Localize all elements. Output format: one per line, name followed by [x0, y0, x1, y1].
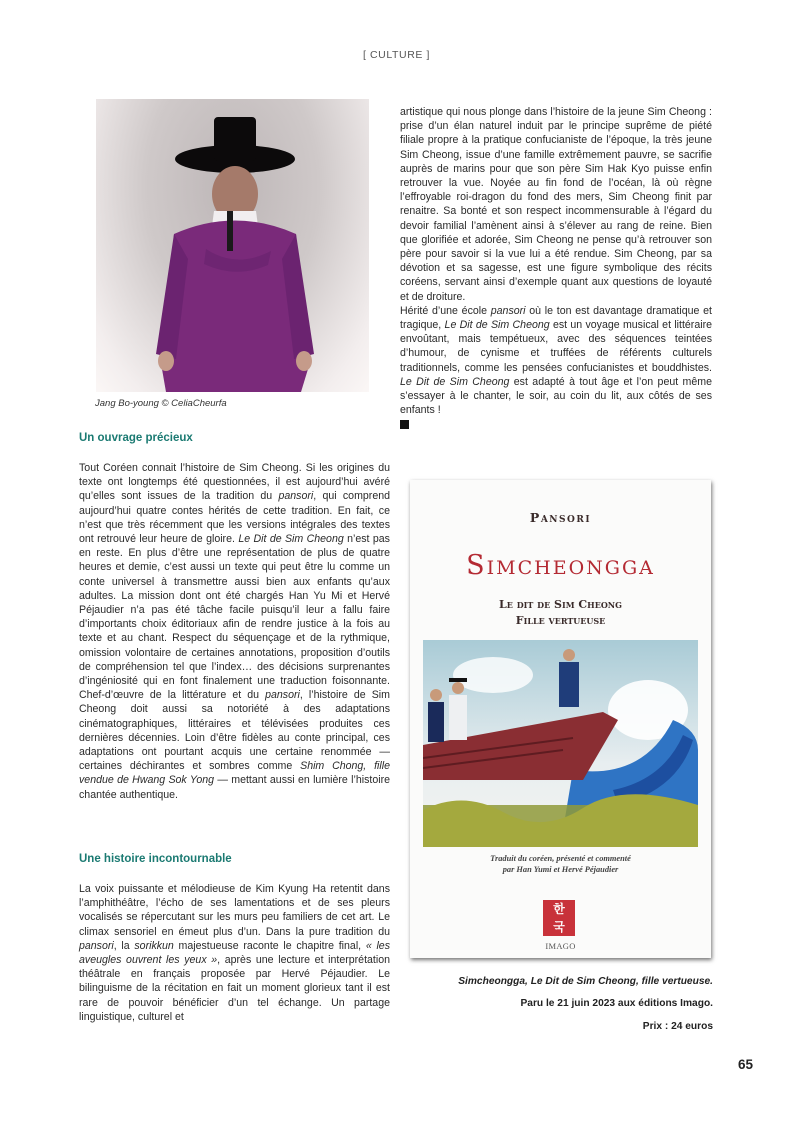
book-title-caption: Simcheongga, Le Dit de Sim Cheong, fille vertueuse. — [458, 976, 713, 987]
italic-term: pansori — [278, 490, 314, 503]
italic-term: pansori — [490, 304, 526, 317]
end-of-article-mark — [400, 420, 409, 429]
cover-credit: Traduit du coréen, présenté et commenté — [490, 854, 631, 863]
italic-term: pansori — [265, 689, 300, 702]
section-heading: Un ouvrage précieux — [79, 432, 193, 444]
publisher-logo-glyph: 한국 — [553, 902, 565, 934]
cover-series: Pansori — [529, 510, 592, 525]
cover-title: Simcheongga — [466, 550, 655, 581]
italic-term: sorikkun — [134, 939, 174, 952]
photo-caption: Jang Bo-young © CeliaCheurfa — [95, 398, 227, 409]
gat-hat-crown — [214, 117, 256, 161]
publisher-name: IMAGO — [545, 941, 576, 951]
italic-term: « les aveugles ouvrent les yeux » — [79, 939, 390, 967]
performer-illustration — [96, 99, 369, 392]
italic-term: Le Dit de Sim Cheong — [238, 533, 344, 546]
paragraph: Hérité d’une école pansori où le ton est davantage dramatique et tragique, Le Dit de Sim Cheong est un voyage musical et littéraire envoûtant, mais tempétueux, avec des séquences teintées d’humour, de cynisme et truffées de référents culturels traditionnels, comme les pensées confucianistes et bouddhistes. Le Dit de Sim Cheong est adapté à tout âge et l’on peut même s’essayer à le chanter, le soir, au coin du lit, aux côtés de ses enfants ! — [400, 304, 712, 417]
paragraph: La voix puissante et mélodieuse de Kim Kyung Ha retentit dans l’amphithéâtre, l’écho de ses lamentations et de ses pleurs vocalisés se répercutant sur les murs peu familiers de cet art. Le climax sensoriel en émeut plus d’un. Dans la pure tradition du pansori, la sorikkun majestueuse raconte le chapitre final, « les aveugles ouvrent les yeux », après une lecture et interprétation théâtrale en français proposée par Hervé Péjaudier. Le bilinguisme de la récitation en fait un moment glorieux tant il est rare de pouvoir bénéficier d’un tel échange. Un partage linguistique, culturel et — [79, 883, 390, 1023]
figure-white-robe — [449, 695, 467, 740]
cover-credit: par Han Yumi et Hervé Péjaudier — [502, 865, 619, 874]
page-number: 65 — [737, 1057, 753, 1072]
sim-cheong-figure — [559, 662, 579, 707]
paragraph: Tout Coréen connait l’histoire de Sim Cheong. Si les origines du texte ont longtemps été questionnées, il est aujourd’hui avéré qu’elles sont issues de la tradition du pansori, qui comprend aujourd’hui quatre contes hérités de cette tradition. En fait, ce n’est que très récemment que les versions intégrales des textes ont retrouvé leur heure de gloire. Le Dit de Sim Cheong n’est pas en reste. En plus d’être une représentation de plus de quatre heures et demie, c’est aussi un texte qui peut être lu comme un conte universel à transmettre aussi bien aux enfants qu’aux adultes. La mission dont ont été chargés Han Yu Mi et Hervé Péjaudier n’a pas été tâche facile puisqu’il leur a fallu faire d’importants choix éditoriaux afin de rendre justice à la fois au texte et au chant. Respect du séquençage et de la rythmique, omission volontaire de certaines annotations, proposition d’outils de compréhension tel que l’index… des décisions surprenantes d’ingéniosité qui en font finalement une traduction foisonnante. Chef-d’œuvre de la littérature et du pansori, l’histoire de Sim Cheong doit aussi sa notoriété à des adaptations cinématographiques, littéraires et télévisées produites ces dernières décennies. Loin d’être fidèles au conte principal, ces adaptations ont pourtant acquis une certaine renommée — certaines déchirantes et sombres comme Shim Chong, fille vendue de Hwang Sok Yong — mettant aussi en lumière l’histoire chantée authentique. — [79, 462, 390, 801]
section-body — [79, 461, 390, 802]
cover-subtitle: Fille vertueuse — [515, 614, 606, 627]
book-cover — [410, 480, 711, 958]
cover-subtitle: Le dit de Sim Cheong — [499, 598, 622, 611]
figure-dark-robe — [428, 702, 444, 742]
section-heading: Une histoire incontournable — [79, 853, 232, 865]
robe-tie — [227, 211, 233, 251]
book-release-caption: Paru le 21 juin 2023 aux éditions Imago. — [520, 998, 713, 1009]
paragraph: artistique qui nous plonge dans l’histoire de la jeune Sim Cheong : prise d’un élan naturel induit par le principe suprême de piété filiale propre à la pratique confucianiste de l’époque, la très jeune Sim Cheong, issue d’une famille extrêmement pauvre, se sacrifie auprès de marins pour que son père Sim Hak Kyo puisse enfin retrouver la vue. Noyée au fin fond de l’océan, là où règne l’effroyable roi-dragon du fond des mers, Sim Cheong finit par renaitre. Sa bonté et son respect incommensurable à l’égard du devoir familial l’amènent ainsi à s’élever au rang de reine. Bien que glorifiée et adorée, Sim Cheong ne pense qu’à retrouver son père pour savoir si la vue lui a été rendue. Sim Cheong, par sa dévotion et sa sagesse, est une figure symbolique des récits coréens, servant ainsi d’exemple quant aux questions de loyauté et de droiture. — [400, 106, 712, 303]
italic-term: Le Dit de Sim Cheong — [444, 319, 550, 332]
publisher-logo — [543, 900, 575, 936]
right-column-body — [400, 105, 712, 434]
italic-term: pansori — [79, 939, 114, 952]
book-price-caption: Prix : 24 euros — [642, 1021, 713, 1032]
italic-term: Le Dit de Sim Cheong — [400, 375, 510, 388]
cover-illustration — [423, 640, 698, 847]
performer-photo — [96, 99, 369, 392]
section-body — [79, 882, 390, 1024]
italic-term: Shim Chong, fille vendue de Hwang Sok Yong — [79, 760, 390, 787]
section-label: [ CULTURE ] — [362, 49, 431, 61]
purple-robe — [162, 221, 308, 393]
